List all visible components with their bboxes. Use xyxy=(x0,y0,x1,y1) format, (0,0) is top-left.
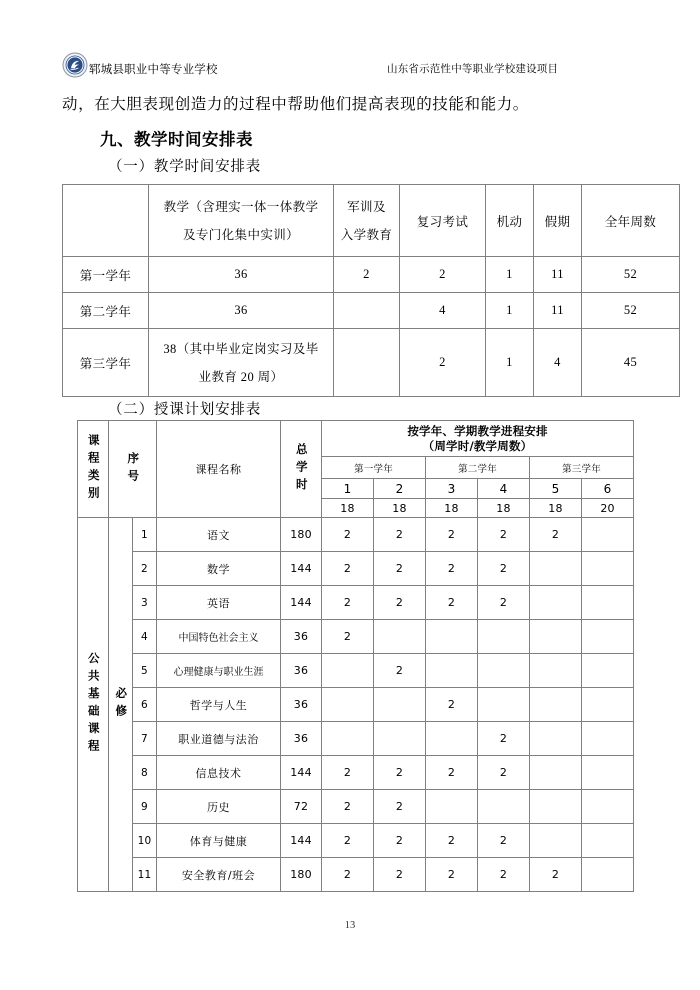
cell-week-s6 xyxy=(582,552,634,586)
table-row xyxy=(78,688,634,722)
cell-military-year2 xyxy=(334,293,400,329)
table-header-row-group-title xyxy=(78,421,634,457)
table-row xyxy=(78,654,634,688)
col-header-year-3: 第三学年 xyxy=(530,457,634,479)
col-header-semester-2: 2 xyxy=(374,479,426,499)
sub-heading-teaching-time: （一）教学时间安排表 xyxy=(108,159,261,175)
page-number: 13 xyxy=(344,920,356,931)
course-plan-table xyxy=(77,420,634,892)
cell-military-year3 xyxy=(334,329,400,397)
cell-week-s4: 2 xyxy=(478,518,530,552)
row-label-year1: 第一学年 xyxy=(63,257,149,293)
cell-week-s3: 2 xyxy=(426,688,478,722)
cell-total-hours: 144 xyxy=(281,586,322,620)
table-row xyxy=(63,257,680,293)
col-header-teaching-line1: 教学（含理实一体一体教学 xyxy=(163,199,319,214)
cell-week-s2 xyxy=(374,688,426,722)
cell-week-s5 xyxy=(530,586,582,620)
col-header-military-line2: 入学教育 xyxy=(340,227,393,242)
cell-course-name: 英语 xyxy=(157,586,281,620)
cell-week-s4: 2 xyxy=(478,858,530,892)
cell-week-s2: 2 xyxy=(374,824,426,858)
body-paragraph: 动，在大胆表现创造力的过程中帮助他们提高表现的技能和能力。 xyxy=(62,96,529,113)
cell-week-s4 xyxy=(478,790,530,824)
cell-course-name: 哲学与人生 xyxy=(157,688,281,722)
col-header-index xyxy=(109,421,157,518)
cell-total-hours: 36 xyxy=(281,722,322,756)
cell-teaching-year3-line1: 38（其中毕业定岗实习及毕 xyxy=(163,341,319,356)
cell-week-s4: 2 xyxy=(478,824,530,858)
table-row xyxy=(78,518,634,552)
semester-weeks-6: 20 xyxy=(582,499,634,518)
cell-index: 8 xyxy=(133,756,157,790)
cell-week-s1: 2 xyxy=(322,518,374,552)
cell-total-hours: 180 xyxy=(281,518,322,552)
cell-military-year1: 2 xyxy=(334,257,400,293)
cell-week-s2 xyxy=(374,620,426,654)
col-header-semester-1: 1 xyxy=(322,479,374,499)
semester-weeks-2: 18 xyxy=(374,499,426,518)
cell-course-name: 心理健康与职业生涯 xyxy=(157,654,281,688)
sub-heading-course-plan: （二）授课计划安排表 xyxy=(108,402,261,418)
cell-week-s1: 2 xyxy=(322,620,374,654)
row-group-requirement-label: 必修 xyxy=(114,687,129,722)
cell-flex-year1: 1 xyxy=(486,257,534,293)
col-header-year-2: 第二学年 xyxy=(426,457,530,479)
cell-index: 6 xyxy=(133,688,157,722)
cell-week-s5: 2 xyxy=(530,518,582,552)
cell-index: 10 xyxy=(133,824,157,858)
cell-course-name: 体育与健康 xyxy=(157,824,281,858)
cell-teaching-year1: 36 xyxy=(149,257,334,293)
cell-week-s5: 2 xyxy=(530,858,582,892)
cell-week-s4: 2 xyxy=(478,722,530,756)
cell-week-s6 xyxy=(582,722,634,756)
table-row xyxy=(63,329,680,397)
progress-group-title-line2: （周学时/教学周数） xyxy=(422,438,533,453)
col-header-semester-6: 6 xyxy=(582,479,634,499)
cell-index: 5 xyxy=(133,654,157,688)
cell-total-year2: 52 xyxy=(582,293,680,329)
cell-week-s4: 2 xyxy=(478,552,530,586)
row-group-category xyxy=(78,518,109,892)
cell-week-s2: 2 xyxy=(374,586,426,620)
cell-week-s4: 2 xyxy=(478,586,530,620)
teaching-time-table xyxy=(62,184,680,397)
cell-total-year3: 45 xyxy=(582,329,680,397)
cell-week-s5 xyxy=(530,688,582,722)
header-project-name: 山东省示范性中等职业学校建设项目 xyxy=(387,64,559,75)
cell-vacation-year2: 11 xyxy=(534,293,582,329)
cell-flex-year2: 1 xyxy=(486,293,534,329)
col-header-hours-label: 总学时 xyxy=(294,442,309,496)
cell-week-s1: 2 xyxy=(322,756,374,790)
cell-week-s3 xyxy=(426,654,478,688)
table-row xyxy=(78,756,634,790)
cell-week-s5 xyxy=(530,824,582,858)
cell-week-s4 xyxy=(478,654,530,688)
row-group-category-label: 公共基础课程 xyxy=(86,652,101,757)
cell-week-s2: 2 xyxy=(374,518,426,552)
table-row xyxy=(78,824,634,858)
col-header-year-1: 第一学年 xyxy=(322,457,426,479)
col-header-category xyxy=(78,421,109,518)
cell-week-s6 xyxy=(582,824,634,858)
table-row xyxy=(78,722,634,756)
cell-week-s3 xyxy=(426,620,478,654)
row-label-year3: 第三学年 xyxy=(63,329,149,397)
col-header-flex: 机动 xyxy=(486,185,534,257)
cell-index: 1 xyxy=(133,518,157,552)
cell-week-s4 xyxy=(478,620,530,654)
cell-week-s3 xyxy=(426,722,478,756)
table-header-row xyxy=(63,185,680,257)
semester-weeks-3: 18 xyxy=(426,499,478,518)
table-row xyxy=(78,620,634,654)
cell-total-hours: 144 xyxy=(281,756,322,790)
col-header-teaching-line2: 及专门化集中实训） xyxy=(182,227,300,242)
cell-week-s2 xyxy=(374,722,426,756)
cell-course-name: 语文 xyxy=(157,518,281,552)
cell-week-s5 xyxy=(530,620,582,654)
cell-course-name: 历史 xyxy=(157,790,281,824)
cell-week-s6 xyxy=(582,518,634,552)
cell-week-s3: 2 xyxy=(426,756,478,790)
table-row xyxy=(63,293,680,329)
cell-course-name: 信息技术 xyxy=(157,756,281,790)
cell-week-s1: 2 xyxy=(322,586,374,620)
cell-week-s3 xyxy=(426,790,478,824)
col-header-semester-5: 5 xyxy=(530,479,582,499)
cell-course-name: 安全教育/班会 xyxy=(157,858,281,892)
cell-teaching-year3-line2: 业教育 20 周） xyxy=(198,369,284,384)
cell-week-s6 xyxy=(582,688,634,722)
cell-week-s1: 2 xyxy=(322,858,374,892)
cell-week-s6 xyxy=(582,858,634,892)
col-header-progress-group xyxy=(322,421,634,457)
row-group-requirement xyxy=(109,518,133,892)
col-header-name: 课程名称 xyxy=(157,421,281,518)
cell-teaching-year2: 36 xyxy=(149,293,334,329)
col-header-category-label: 课程类别 xyxy=(86,434,101,504)
cell-week-s1: 2 xyxy=(322,552,374,586)
progress-group-title-line1: 按学年、学期教学进程安排 xyxy=(407,423,548,438)
table-row xyxy=(78,858,634,892)
section-heading: 九、教学时间安排表 xyxy=(100,130,253,149)
cell-vacation-year1: 11 xyxy=(534,257,582,293)
semester-weeks-4: 18 xyxy=(478,499,530,518)
col-header-military xyxy=(334,185,400,257)
table-row xyxy=(78,790,634,824)
cell-total-hours: 144 xyxy=(281,552,322,586)
col-header-teaching xyxy=(149,185,334,257)
cell-total-hours: 36 xyxy=(281,654,322,688)
cell-total-hours: 36 xyxy=(281,620,322,654)
table-row xyxy=(78,586,634,620)
cell-week-s2: 2 xyxy=(374,858,426,892)
col-header-military-line1: 军训及 xyxy=(347,199,386,214)
cell-week-s1 xyxy=(322,722,374,756)
school-seal-bird-icon xyxy=(62,52,88,78)
cell-week-s2: 2 xyxy=(374,756,426,790)
cell-week-s1 xyxy=(322,654,374,688)
header-left-group xyxy=(62,50,218,78)
cell-index: 9 xyxy=(133,790,157,824)
cell-index: 11 xyxy=(133,858,157,892)
cell-week-s5 xyxy=(530,654,582,688)
cell-week-s5 xyxy=(530,790,582,824)
col-header-total: 全年周数 xyxy=(582,185,680,257)
cell-week-s6 xyxy=(582,620,634,654)
cell-index: 2 xyxy=(133,552,157,586)
cell-week-s6 xyxy=(582,790,634,824)
cell-week-s6 xyxy=(582,756,634,790)
cell-total-year1: 52 xyxy=(582,257,680,293)
cell-total-hours: 36 xyxy=(281,688,322,722)
semester-weeks-5: 18 xyxy=(530,499,582,518)
cell-index: 7 xyxy=(133,722,157,756)
cell-course-name: 数学 xyxy=(157,552,281,586)
col-header-index-label: 序号 xyxy=(126,451,141,487)
cell-week-s3: 2 xyxy=(426,518,478,552)
cell-course-name: 中国特色社会主义 xyxy=(157,620,281,654)
semester-weeks-1: 18 xyxy=(322,499,374,518)
cell-review-year3: 2 xyxy=(400,329,486,397)
cell-total-hours: 180 xyxy=(281,858,322,892)
cell-teaching-year3 xyxy=(149,329,334,397)
cell-week-s1: 2 xyxy=(322,824,374,858)
cell-week-s3: 2 xyxy=(426,858,478,892)
cell-week-s1: 2 xyxy=(322,790,374,824)
cell-week-s6 xyxy=(582,654,634,688)
cell-flex-year3: 1 xyxy=(486,329,534,397)
col-header-semester-4: 4 xyxy=(478,479,530,499)
cell-total-hours: 144 xyxy=(281,824,322,858)
cell-week-s2: 2 xyxy=(374,552,426,586)
cell-index: 4 xyxy=(133,620,157,654)
cell-week-s1 xyxy=(322,688,374,722)
cell-week-s5 xyxy=(530,552,582,586)
col-header-review: 复习考试 xyxy=(400,185,486,257)
cell-week-s2: 2 xyxy=(374,790,426,824)
corner-cell xyxy=(63,185,149,257)
cell-course-name: 职业道德与法治 xyxy=(157,722,281,756)
row-label-year2: 第二学年 xyxy=(63,293,149,329)
cell-week-s3: 2 xyxy=(426,552,478,586)
cell-week-s6 xyxy=(582,586,634,620)
cell-review-year2: 4 xyxy=(400,293,486,329)
cell-week-s5 xyxy=(530,722,582,756)
cell-total-hours: 72 xyxy=(281,790,322,824)
cell-week-s3: 2 xyxy=(426,824,478,858)
table-row xyxy=(78,552,634,586)
col-header-hours xyxy=(281,421,322,518)
col-header-semester-3: 3 xyxy=(426,479,478,499)
header-school-name: 郓城县职业中等专业学校 xyxy=(89,64,218,76)
col-header-vacation: 假期 xyxy=(534,185,582,257)
cell-index: 3 xyxy=(133,586,157,620)
cell-week-s2: 2 xyxy=(374,654,426,688)
cell-review-year1: 2 xyxy=(400,257,486,293)
cell-week-s4: 2 xyxy=(478,756,530,790)
cell-week-s4 xyxy=(478,688,530,722)
cell-vacation-year3: 4 xyxy=(534,329,582,397)
cell-week-s3: 2 xyxy=(426,586,478,620)
running-header xyxy=(62,50,680,78)
cell-week-s5 xyxy=(530,756,582,790)
